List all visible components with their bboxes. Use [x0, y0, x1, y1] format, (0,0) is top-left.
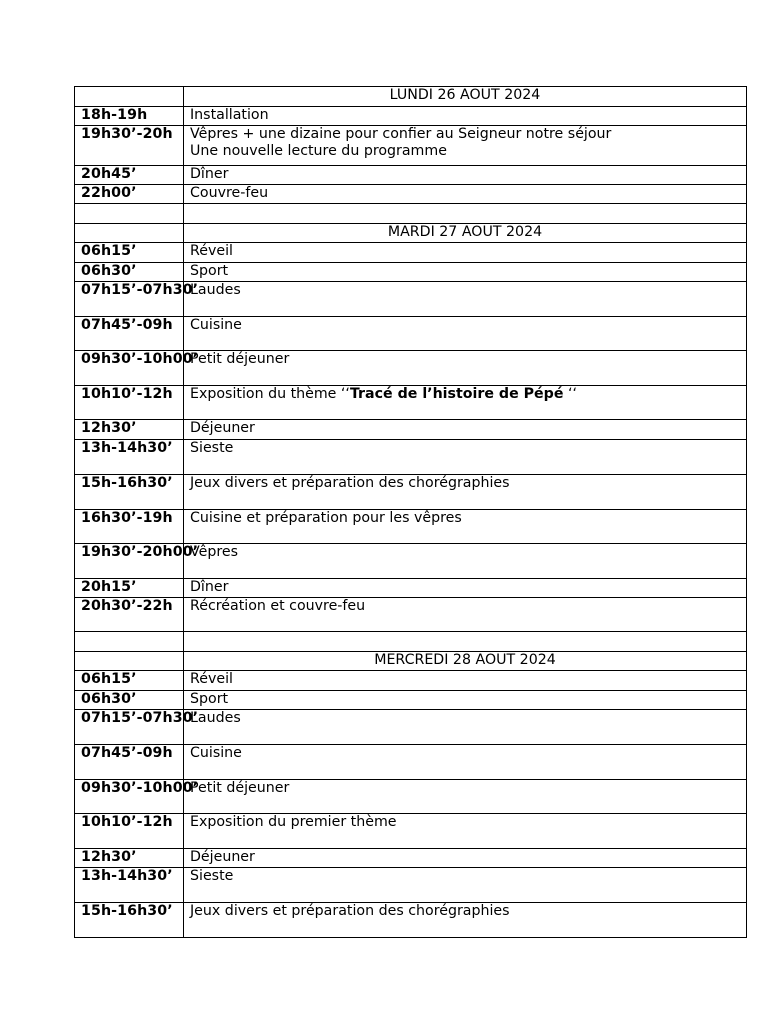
day-header-spacer	[75, 652, 184, 671]
activity-cell	[184, 126, 747, 166]
schedule-row	[75, 420, 747, 440]
activity-line: Vêpres + une dizaine pour confier au Seigneur notre séjour	[190, 126, 612, 142]
activity-cell: Sport	[184, 691, 747, 710]
activity-cell: Réveil	[184, 243, 747, 263]
activity-cell: Sieste	[184, 440, 747, 475]
schedule-row	[75, 903, 747, 938]
activity-cell: Dîner	[184, 166, 747, 185]
activity-text: Exposition du thème ‘‘	[190, 386, 350, 402]
time-cell: 09h30’-10h00’	[75, 780, 184, 814]
schedule-row	[75, 745, 747, 780]
activity-cell	[184, 386, 747, 420]
day-header-row	[75, 652, 747, 671]
activity-cell: Installation	[184, 107, 747, 126]
time-cell: 13h-14h30’	[75, 868, 184, 903]
theme-title: Tracé de l’histoire de Pépé	[349, 386, 564, 402]
schedule-row	[75, 780, 747, 814]
time-cell: 12h30’	[75, 420, 184, 440]
day-header-row	[75, 87, 747, 107]
time-cell: 07h45’-09h	[75, 317, 184, 351]
activity-cell: Récréation et couvre-feu	[184, 598, 747, 632]
blank-cell	[75, 632, 184, 652]
day-heading: MARDI 27 AOUT 2024	[184, 224, 747, 243]
schedule-row	[75, 351, 747, 386]
schedule-row	[75, 107, 747, 126]
time-cell: 15h-16h30’	[75, 475, 184, 510]
time-cell: 06h15’	[75, 243, 184, 263]
time-cell: 19h30’-20h	[75, 126, 184, 166]
time-cell: 12h30’	[75, 849, 184, 868]
time-cell: 19h30’-20h00’	[75, 544, 184, 579]
schedule-row	[75, 263, 747, 282]
time-cell: 13h-14h30’	[75, 440, 184, 475]
time-cell: 07h15’-07h30’	[75, 710, 184, 745]
time-cell: 07h45’-09h	[75, 745, 184, 780]
time-cell: 20h30’-22h	[75, 598, 184, 632]
schedule-row	[75, 243, 747, 263]
time-cell: 07h15’-07h30’	[75, 282, 184, 317]
schedule-row	[75, 185, 747, 204]
schedule-row	[75, 317, 747, 351]
activity-cell: Laudes	[184, 710, 747, 745]
schedule-row	[75, 475, 747, 510]
activity-cell: Jeux divers et préparation des chorégraphies	[184, 475, 747, 510]
blank-cell	[75, 204, 184, 224]
activity-cell: Exposition du premier thème	[184, 814, 747, 849]
day-header-spacer	[75, 87, 184, 107]
schedule-row	[75, 710, 747, 745]
activity-cell: Réveil	[184, 671, 747, 691]
time-cell: 22h00’	[75, 185, 184, 204]
activity-line: Une nouvelle lecture du programme	[190, 142, 447, 159]
schedule-row	[75, 126, 747, 166]
day-heading: LUNDI 26 AOUT 2024	[184, 87, 747, 107]
activity-text-after: ‘‘	[563, 386, 577, 402]
schedule-body	[75, 87, 747, 938]
time-cell: 10h10’-12h	[75, 814, 184, 849]
time-cell: 15h-16h30’	[75, 903, 184, 938]
time-cell: 06h30’	[75, 691, 184, 710]
schedule-row	[75, 510, 747, 544]
schedule-row	[75, 166, 747, 185]
time-cell: 18h-19h	[75, 107, 184, 126]
activity-cell: Jeux divers et préparation des chorégraphies	[184, 903, 747, 938]
activity-cell: Cuisine	[184, 317, 747, 351]
activity-cell: Laudes	[184, 282, 747, 317]
blank-cell	[184, 204, 747, 224]
schedule-row	[75, 282, 747, 317]
schedule-table	[74, 86, 747, 938]
activity-cell: Déjeuner	[184, 420, 747, 440]
time-cell: 20h15’	[75, 579, 184, 598]
schedule-row	[75, 671, 747, 691]
day-header-row	[75, 224, 747, 243]
activity-cell: Vêpres	[184, 544, 747, 579]
schedule-row	[75, 544, 747, 579]
schedule-row	[75, 598, 747, 632]
blank-cell	[184, 632, 747, 652]
schedule-row	[75, 691, 747, 710]
activity-cell: Petit déjeuner	[184, 780, 747, 814]
activity-cell: Déjeuner	[184, 849, 747, 868]
schedule-row	[75, 868, 747, 903]
blank-row	[75, 204, 747, 224]
time-cell: 20h45’	[75, 166, 184, 185]
time-cell: 06h15’	[75, 671, 184, 691]
day-header-spacer	[75, 224, 184, 243]
time-cell: 09h30’-10h00’	[75, 351, 184, 386]
activity-cell: Cuisine et préparation pour les vêpres	[184, 510, 747, 544]
activity-cell: Couvre-feu	[184, 185, 747, 204]
time-cell: 10h10’-12h	[75, 386, 184, 420]
schedule-row	[75, 579, 747, 598]
blank-row	[75, 632, 747, 652]
activity-cell: Sport	[184, 263, 747, 282]
activity-cell: Petit déjeuner	[184, 351, 747, 386]
schedule-row	[75, 849, 747, 868]
time-cell: 06h30’	[75, 263, 184, 282]
activity-cell: Sieste	[184, 868, 747, 903]
activity-cell: Dîner	[184, 579, 747, 598]
activity-cell: Cuisine	[184, 745, 747, 780]
day-heading: MERCREDI 28 AOUT 2024	[184, 652, 747, 671]
time-cell: 16h30’-19h	[75, 510, 184, 544]
schedule-row	[75, 814, 747, 849]
schedule-row	[75, 386, 747, 420]
schedule-row	[75, 440, 747, 475]
